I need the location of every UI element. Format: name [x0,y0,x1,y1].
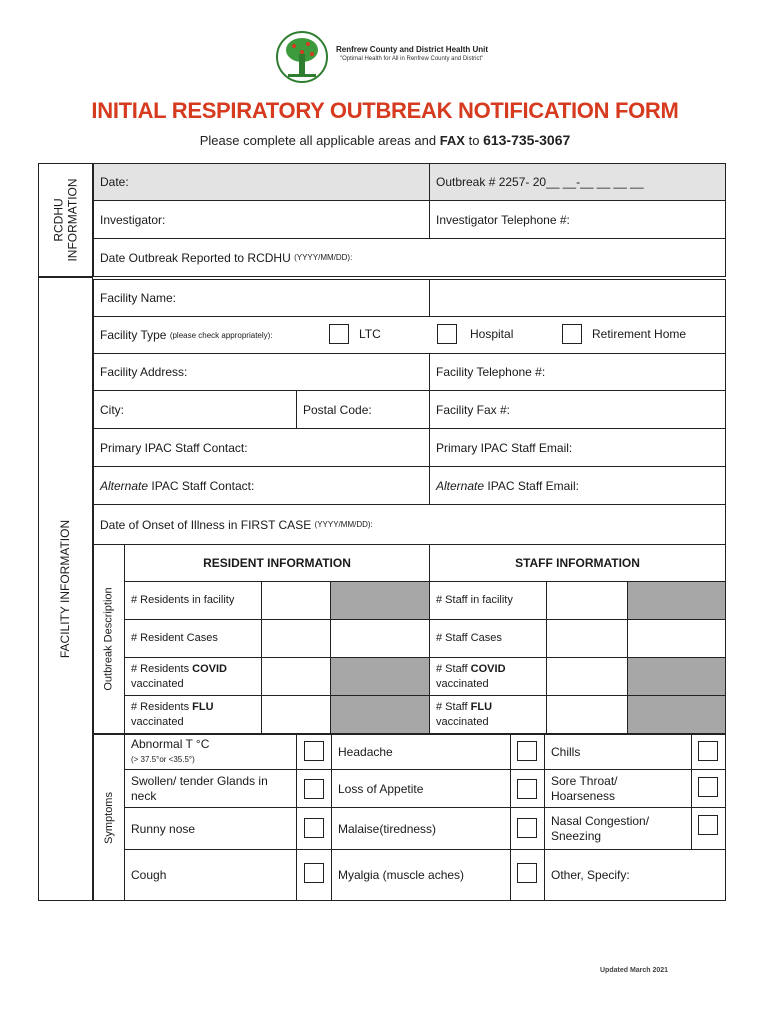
headache-label: Headache [338,745,393,759]
org-name: Renfrew County and District Health Unit [336,45,489,54]
residents-in-facility-input[interactable] [261,581,331,620]
abnormal-temp-label: Abnormal T °C [131,737,210,751]
staff-cases-input-2[interactable] [627,619,726,658]
residents-in-facility-shaded [330,581,430,620]
residents-covid-vaccinated: vaccinated [131,677,184,690]
abnormal-temp-checkbox[interactable] [304,741,324,761]
outbreak-number-label: Outbreak # 2257- 20__ __-__ __ __ __ [436,175,644,189]
date-reported-field[interactable] [93,238,726,277]
form-subtitle [0,132,770,148]
facility-telephone-field[interactable] [429,353,726,391]
symptom-loss-appetite [331,769,511,808]
footer-updated: Updated March 2021 [600,967,669,974]
nasal-congestion-checkbox[interactable] [698,815,718,835]
chills-checkbox[interactable] [698,741,718,761]
staff-flu-text-a: # Staff [436,700,468,713]
date-reported-format: (YYYY/MM/DD): [294,253,353,262]
facility-fax-label: Facility Fax #: [436,402,511,417]
section-outbreak-label: Outbreak Description [103,587,116,691]
primary-email-field[interactable] [429,428,726,467]
residents-covid-text-b: COVID [192,662,227,675]
symptom-chills [544,734,692,770]
residents-flu-text-a: # Residents [131,700,190,713]
staff-cases-text: # Staff Cases [436,632,502,644]
runny-nose-checkbox[interactable] [304,818,324,838]
date-reported-label: Date Outbreak Reported to RCDHU [100,250,291,265]
residents-in-facility-label [124,581,262,620]
onset-date-label: Date of Onset of Illness in FIRST CASE [100,517,312,532]
sore-throat-label-a: Sore Throat/ [551,773,618,788]
symptom-sore-throat [544,769,692,808]
city-field[interactable] [93,390,297,429]
investigator-tel-label: Investigator Telephone #: [436,212,570,227]
form-title: INITIAL RESPIRATORY OUTBREAK NOTIFICATION FORM [91,98,679,123]
facility-name-value[interactable] [429,279,726,317]
residents-covid-label [124,657,262,696]
symptom-myalgia [331,849,511,901]
subtitle-fax: FAX [439,133,465,148]
hospital-checkbox[interactable] [437,324,457,344]
alternate-contact-field[interactable] [93,466,430,505]
section-rcdhu [38,163,93,277]
symptom-abnormal-temp [124,734,297,770]
alternate-email-field[interactable] [429,466,726,505]
primary-email-label: Primary IPAC Staff Email: [436,440,573,455]
outbreak-number-field[interactable] [429,163,726,201]
cough-label: Cough [131,868,167,882]
runny-nose-label: Runny nose [131,821,196,836]
myalgia-checkbox[interactable] [517,863,537,883]
primary-contact-label: Primary IPAC Staff Contact: [100,440,248,455]
malaise-label: Malaise(tiredness) [338,821,437,836]
staff-flu-shaded [627,695,726,734]
resident-cases-text: # Resident Cases [131,632,218,644]
alternate-word-email: Alternate [436,478,485,493]
staff-in-facility-text: # Staff in facility [436,594,513,606]
headache-checkbox[interactable] [517,741,537,761]
resident-cases-input[interactable] [261,619,331,658]
section-outbreak [93,544,125,734]
subtitle-to: to [468,133,480,148]
section-symptoms-label: Symptoms [103,791,115,844]
facility-telephone-label: Facility Telephone #: [436,365,546,379]
facility-address-label: Facility Address: [100,365,188,379]
alternate-contact-label: IPAC Staff Contact: [151,478,255,493]
loss-appetite-checkbox[interactable] [517,779,537,799]
staff-in-facility-input[interactable] [546,581,628,620]
nasal-congestion-label-a: Nasal Congestion/ [551,813,650,828]
date-label: Date: [100,175,129,189]
fax-number: 613-735-3067 [483,132,571,148]
staff-covid-text-b: COVID [470,662,506,675]
swollen-glands-label-b: neck [131,788,157,803]
symptom-nasal-congestion [544,807,692,850]
symptom-other[interactable] [544,849,726,901]
hospital-label: Hospital [470,327,514,341]
staff-flu-vaccinated: vaccinated [436,715,489,728]
investigator-label: Investigator: [100,212,166,227]
staff-covid-shaded [627,657,726,696]
staff-covid-input[interactable] [546,657,628,696]
abnormal-temp-range: (> 37.5°or <35.5°) [131,755,195,764]
swollen-glands-label-a: Swollen/ tender Glands in [131,773,268,788]
residents-covid-input[interactable] [261,657,331,696]
swollen-glands-checkbox[interactable] [304,779,324,799]
symptom-cough [124,849,297,901]
staff-in-facility-label [429,581,547,620]
residents-flu-input[interactable] [261,695,331,734]
resident-cases-input-2[interactable] [330,619,430,658]
section-facility-label: FACILITY INFORMATION [58,519,73,659]
sore-throat-label-b: Hoarseness [551,788,616,803]
staff-covid-text-a: # Staff [436,662,468,675]
residents-covid-shaded [330,657,430,696]
section-rcdhu-line1: RCDHU [51,198,66,242]
staff-flu-input[interactable] [546,695,628,734]
facility-name-field[interactable] [93,279,430,317]
chills-label: Chills [551,745,581,759]
symptom-runny-nose [124,807,297,850]
date-field[interactable] [93,163,430,201]
investigator-field[interactable] [93,200,430,239]
facility-fax-field[interactable] [429,390,726,429]
staff-info-title: STAFF INFORMATION [515,556,640,570]
sore-throat-checkbox[interactable] [698,777,718,797]
residents-flu-label [124,695,262,734]
alternate-word: Alternate [100,478,149,493]
staff-covid-vaccinated: vaccinated [436,677,489,690]
alternate-email-label: IPAC Staff Email: [487,478,579,493]
org-tagline: "Optimal Health for All in Renfrew County and District" [340,56,484,62]
staff-flu-text-b: FLU [470,700,493,713]
city-label: City: [100,402,124,417]
loss-appetite-label: Loss of Appetite [338,781,424,796]
staff-covid-label [429,657,547,696]
malaise-checkbox[interactable] [517,818,537,838]
postal-code-field[interactable] [296,390,430,429]
primary-contact-field[interactable] [93,428,430,467]
section-rcdhu-line2: INFORMATION [65,178,80,262]
rcdhu-logo [274,30,330,84]
symptom-headache [331,734,511,770]
symptom-malaise [331,807,511,850]
facility-address-field[interactable] [93,353,430,391]
facility-name-label: Facility Name: [100,291,177,305]
symptom-swollen-glands [124,769,297,808]
retirement-home-checkbox[interactable] [562,324,582,344]
retirement-home-label: Retirement Home [592,327,687,341]
staff-info-header [429,544,726,582]
onset-date-format: (YYYY/MM/DD): [314,520,373,529]
staff-flu-label [429,695,547,734]
other-specify-label: Other, Specify: [551,868,630,882]
onset-date-field[interactable] [93,504,726,545]
section-symptoms [93,734,125,901]
residents-in-facility-text: # Residents in facility [131,594,235,606]
resident-info-title: RESIDENT INFORMATION [203,556,351,570]
facility-type-label: Facility Type [100,328,167,342]
myalgia-label: Myalgia (muscle aches) [338,868,465,882]
subtitle-prefix: Please complete all applicable areas and [199,133,437,148]
residents-flu-text-b: FLU [192,700,214,713]
staff-cases-label [429,619,547,658]
ltc-checkbox[interactable] [329,324,349,344]
staff-in-facility-shaded [627,581,726,620]
investigator-tel-field[interactable] [429,200,726,239]
facility-type-note: (please check appropriately): [169,330,273,340]
postal-code-label: Postal Code: [303,402,372,417]
residents-flu-shaded [330,695,430,734]
cough-checkbox[interactable] [304,863,324,883]
residents-flu-vaccinated: vaccinated [131,715,184,728]
section-facility [38,277,93,901]
ltc-label: LTC [359,327,381,341]
nasal-congestion-label-b: Sneezing [551,828,602,843]
residents-covid-text-a: # Residents [131,662,190,675]
resident-cases-label [124,619,262,658]
resident-info-header [124,544,430,582]
staff-cases-input[interactable] [546,619,628,658]
